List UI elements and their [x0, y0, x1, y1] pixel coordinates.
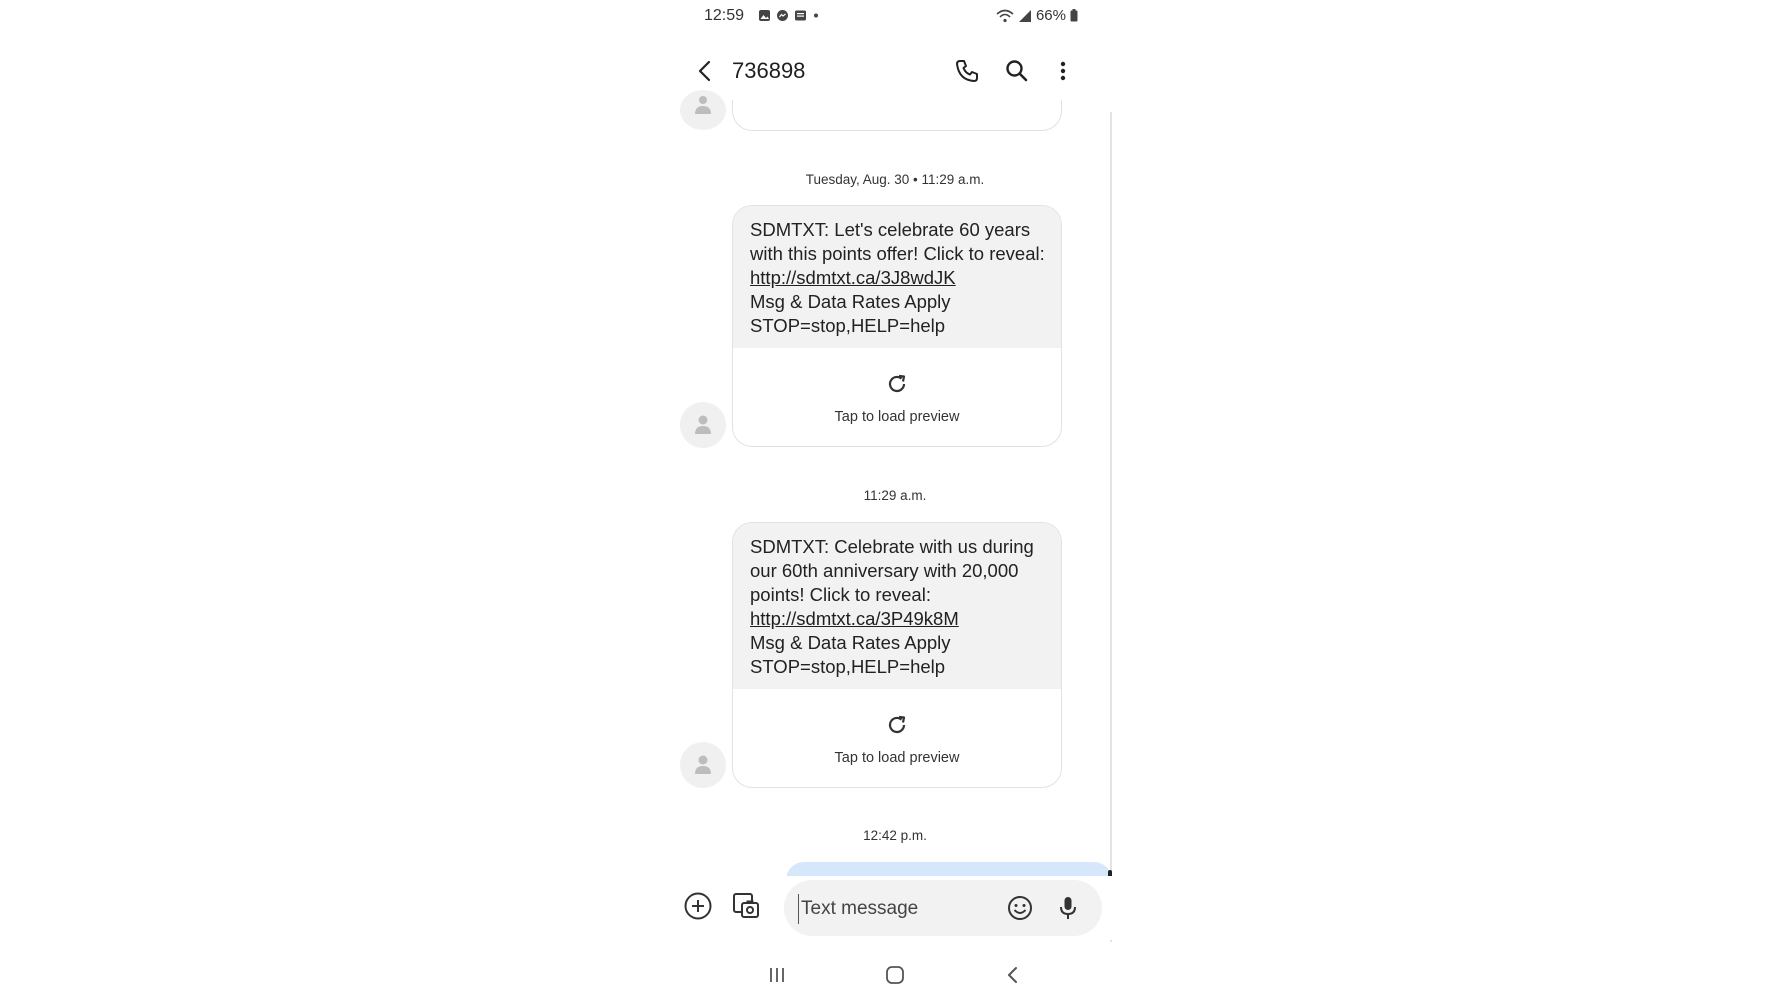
- preview-label: Tap to load preview: [834, 750, 960, 766]
- message-body: SDMTXT: Celebrate with us during our 60th anniversary with 20,000 points! Click to reveal:: [750, 536, 1034, 605]
- person-icon: [680, 90, 726, 130]
- gallery-camera-icon[interactable]: [730, 890, 762, 922]
- home-icon[interactable]: [884, 964, 906, 986]
- preview-label: Tap to load preview: [834, 409, 960, 425]
- battery-percent: 66%: [1035, 7, 1066, 24]
- link-preview[interactable]: [733, 348, 1061, 446]
- refresh-icon: [885, 713, 909, 737]
- message-body: SDMTXT: Let's celebrate 60 years with this points offer! Click to reveal:: [750, 219, 1045, 264]
- link-preview[interactable]: [733, 689, 1061, 787]
- phone-screen: [676, 0, 1114, 1000]
- message-input-container: [784, 880, 1102, 936]
- conversation-header: [676, 36, 1114, 106]
- status-time: 12:59: [704, 7, 745, 24]
- person-icon: [680, 402, 726, 448]
- notification-icons: [758, 9, 820, 22]
- nav-back-icon[interactable]: [1002, 964, 1024, 986]
- emoji-icon[interactable]: [1006, 894, 1034, 922]
- message-footer: Msg & Data Rates Apply STOP=stop,HELP=help: [750, 291, 951, 336]
- recent-apps-icon[interactable]: [766, 964, 788, 986]
- message-bubble[interactable]: [732, 522, 1062, 788]
- add-circle-icon[interactable]: [682, 890, 714, 922]
- contact-avatar[interactable]: [680, 90, 726, 130]
- message-bubble[interactable]: [732, 205, 1062, 447]
- status-bar: [676, 0, 1114, 32]
- message-composer: [676, 876, 1114, 940]
- messenger-icon: [776, 9, 789, 22]
- microphone-icon[interactable]: [1054, 894, 1082, 922]
- more-vert-icon[interactable]: [1048, 56, 1078, 86]
- news-icon: [794, 9, 807, 22]
- signal-icon: [1018, 9, 1032, 23]
- battery-icon: [1070, 9, 1078, 22]
- dot-icon: [812, 9, 820, 22]
- message-text: [733, 206, 1061, 348]
- message-footer: Msg & Data Rates Apply STOP=stop,HELP=help: [750, 632, 951, 677]
- message-link[interactable]: http://sdmtxt.ca/3J8wdJK: [750, 267, 956, 288]
- contact-avatar[interactable]: [680, 742, 726, 788]
- message-text: [733, 523, 1061, 689]
- message-link[interactable]: http://sdmtxt.ca/3P49k8M: [750, 608, 959, 629]
- system-navigation-bar: [676, 950, 1114, 1000]
- status-right: [996, 7, 1078, 24]
- scroll-track: [1110, 112, 1112, 942]
- message-datestamp: 12:42 p.m.: [863, 828, 927, 843]
- refresh-icon: [885, 372, 909, 396]
- contact-avatar[interactable]: [680, 402, 726, 448]
- message-input[interactable]: [798, 894, 993, 924]
- person-icon: [680, 742, 726, 788]
- phone-icon[interactable]: [952, 56, 982, 86]
- search-icon[interactable]: [1002, 56, 1032, 86]
- message-datestamp: Tuesday, Aug. 30 • 11:29 a.m.: [805, 172, 985, 187]
- gallery-icon: [758, 9, 771, 22]
- back-arrow-icon[interactable]: [690, 56, 720, 86]
- wifi-icon: [996, 9, 1014, 23]
- message-bubble-previous[interactable]: [732, 100, 1062, 131]
- message-datestamp: 11:29 a.m.: [863, 488, 927, 503]
- conversation-title: 736898: [732, 58, 806, 83]
